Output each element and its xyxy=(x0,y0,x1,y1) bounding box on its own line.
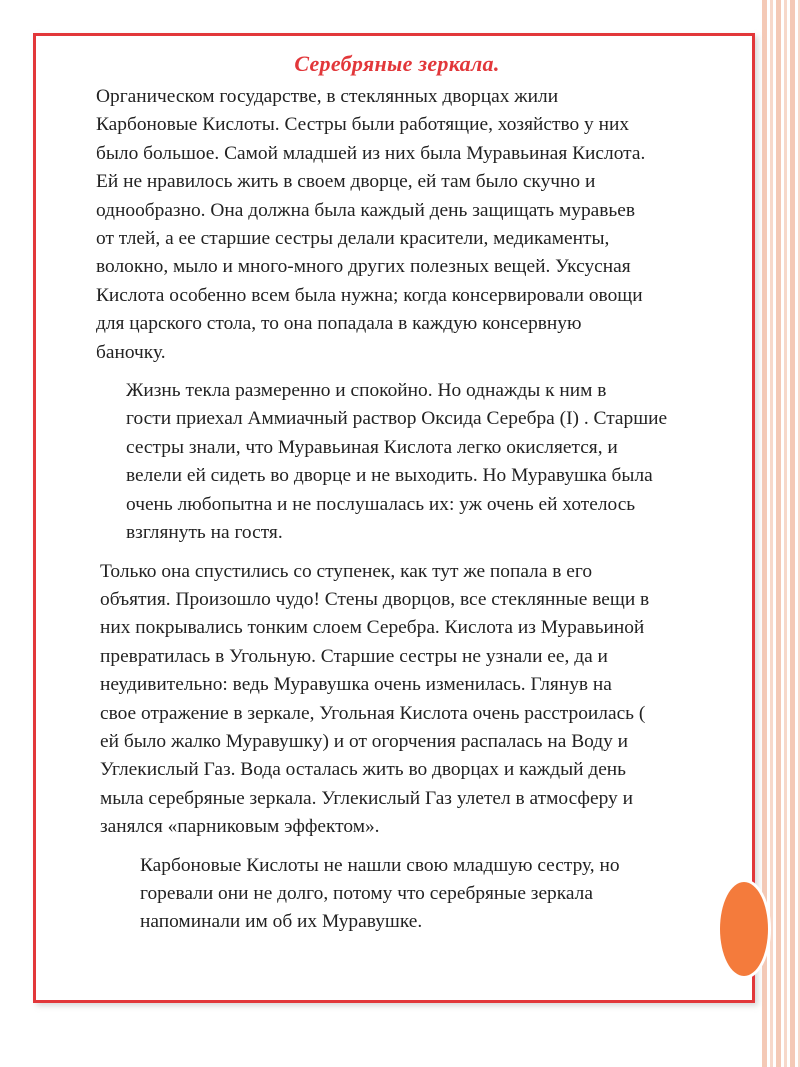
text-line: было большое. Самой младшей из них была Муравьиная Кислота. xyxy=(96,142,646,164)
paragraph-1 xyxy=(80,83,730,367)
text-line: объятия. Произошло чудо! Стены дворцов, все стеклянные вещи в xyxy=(100,588,650,610)
text-line: Только она спустились со ступенек, как тут же попала в его xyxy=(100,560,593,582)
text-line: Углекислый Газ. Вода осталась жить во дворцах и каждый день xyxy=(100,759,627,781)
text-line: Кислота особенно всем была нужна; когда консервировали овощи xyxy=(96,284,643,306)
decorative-stripes xyxy=(762,0,800,1067)
paragraph-4 xyxy=(80,852,730,937)
text-line: ей было жалко Муравушку) и от огорчения распалась на Воду и xyxy=(100,730,629,752)
text-line: горевали они не долго, потому что серебряные зеркала xyxy=(140,882,593,904)
text-line: очень любопытна и не послушалась их: уж очень ей хотелось xyxy=(126,493,636,515)
text-line: однообразно. Она должна была каждый день защищать муравьев xyxy=(96,199,636,221)
text-line: Карбоновые Кислоты. Сестры были работящие, хозяйство у них xyxy=(96,114,630,136)
text-line: занялся «парниковым эффектом». xyxy=(100,816,380,838)
page-title: Серебряные зеркала. xyxy=(294,51,500,76)
text-line: баночку. xyxy=(96,341,166,363)
text-line: мыла серебряные зеркала. Углекислый Газ улетел в атмосферу и xyxy=(100,787,633,809)
text-line: взглянуть на гостя. xyxy=(126,522,283,544)
text-line: для царского стола, то она попадала в каждую консервную xyxy=(96,313,582,335)
text-line: Карбоновые Кислоты не нашли свою младшую сестру, но xyxy=(140,854,620,876)
text-line: Ей не нравилось жить в своем дворце, ей там было скучно и xyxy=(96,171,596,193)
slide-frame xyxy=(33,33,755,1003)
text-line: них покрывались тонким слоем Серебра. Кислота из Муравьиной xyxy=(100,617,645,639)
text-line: велели ей сидеть во дворце и не выходить. Но Муравушка была xyxy=(126,465,653,487)
text-line: превратилась в Угольную. Старшие сестры не узнали ее, да и xyxy=(100,645,608,667)
text-line: напоминали им об их Муравушке. xyxy=(140,911,423,933)
text-line: Жизнь текла размеренно и спокойно. Но однажды к ним в xyxy=(126,380,607,402)
text-line: сестры знали, что Муравьиная Кислота легко окисляется, и xyxy=(126,436,618,458)
text-line: волокно, мыло и много-много других полезных вещей. Уксусная xyxy=(96,256,631,278)
text-line: свое отражение в зеркале, Угольная Кислота очень расстроилась ( xyxy=(100,702,646,724)
paragraph-2 xyxy=(80,377,730,547)
story-text xyxy=(80,83,730,947)
text-line: гости приехал Аммиачный раствор Оксида Серебра (I) . Старшие xyxy=(126,408,668,430)
decorative-oval xyxy=(720,882,768,976)
text-line: неудивительно: ведь Муравушка очень изменилась. Глянув на xyxy=(100,674,612,696)
text-line: Органическом государстве, в стеклянных дворцах жили xyxy=(96,86,559,107)
text-line: от тлей, а ее старшие сестры делали красители, медикаменты, xyxy=(96,228,610,250)
paragraph-3 xyxy=(80,558,730,842)
